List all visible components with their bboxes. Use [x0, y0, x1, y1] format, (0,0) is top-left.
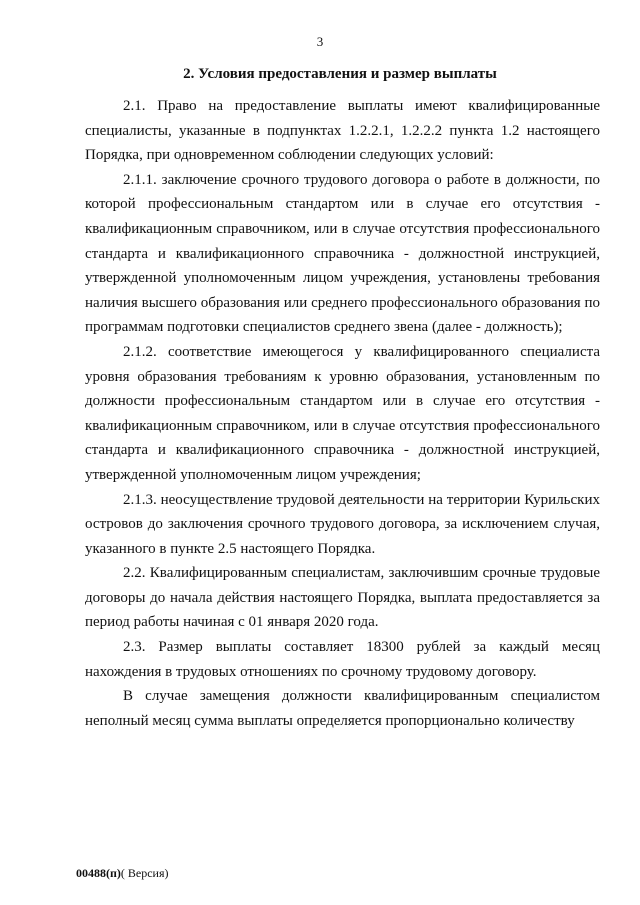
document-body [85, 94, 600, 733]
document-footer [76, 866, 169, 881]
paragraph-2-1: 2.1. Право на предоставление выплаты имеют квалифицированные специалисты, указанные в подпунктах 1.2.2.1, 1.2.2.2 пункта 1.2 настоящего Порядка, при одновременном соблюдении следующих условий: [85, 98, 600, 164]
paragraph-2-1-1: 2.1.1. заключение срочного трудового договора о работе в должности, по которой профессиональным стандартом или в случае его отсутствия - квалификационным справочником, или в случае отсутствия профессионального стандарта и квалификационного справочника - должностной инструкцией, утвержденной уполномоченным лицом учреждения, установлены требования наличия высшего образования или среднего профессионального образования по программам подготовки специалистов среднего звена (далее - должность); [85, 171, 600, 336]
paragraph-2-3: 2.3. Размер выплаты составляет 18300 рублей за каждый месяц нахождения в трудовых отношениях по срочному трудовому договору. [85, 639, 600, 680]
paragraph-2-1-2: 2.1.2. соответствие имеющегося у квалифицированного специалиста уровня образования требованиям к уровню образования, установленным по должности профессиональным стандартом или в случае его отсутствия - квалификационным справочником, или в случае отсутствия профессионального стандарта и квалификационного справочника - должностной инструкцией, утвержденной уполномоченным лицом учреждения; [85, 343, 600, 483]
section-heading: 2. Условия предоставления и размер выплаты [183, 66, 497, 82]
paragraph-2-2: 2.2. Квалифицированным специалистам, заключившим срочные трудовые договоры до начала действия настоящего Порядка, выплата предоставляется за период работы начиная с 01 января 2020 года. [85, 565, 600, 631]
page-number: 3 [316, 34, 324, 49]
document-code: 00488(п) [76, 866, 121, 880]
paragraph-2-1-3: 2.1.3. неосуществление трудовой деятельности на территории Курильских островов до заключения срочного трудового договора, за исключением случая, указанного в пункте 2.5 настоящего Порядка. [85, 491, 600, 557]
paragraph-partial-month: В случае замещения должности квалифицированным специалистом неполный месяц сумма выплаты определяется пропорционально количеству [85, 688, 600, 729]
document-version: ( Версия) [120, 866, 169, 880]
